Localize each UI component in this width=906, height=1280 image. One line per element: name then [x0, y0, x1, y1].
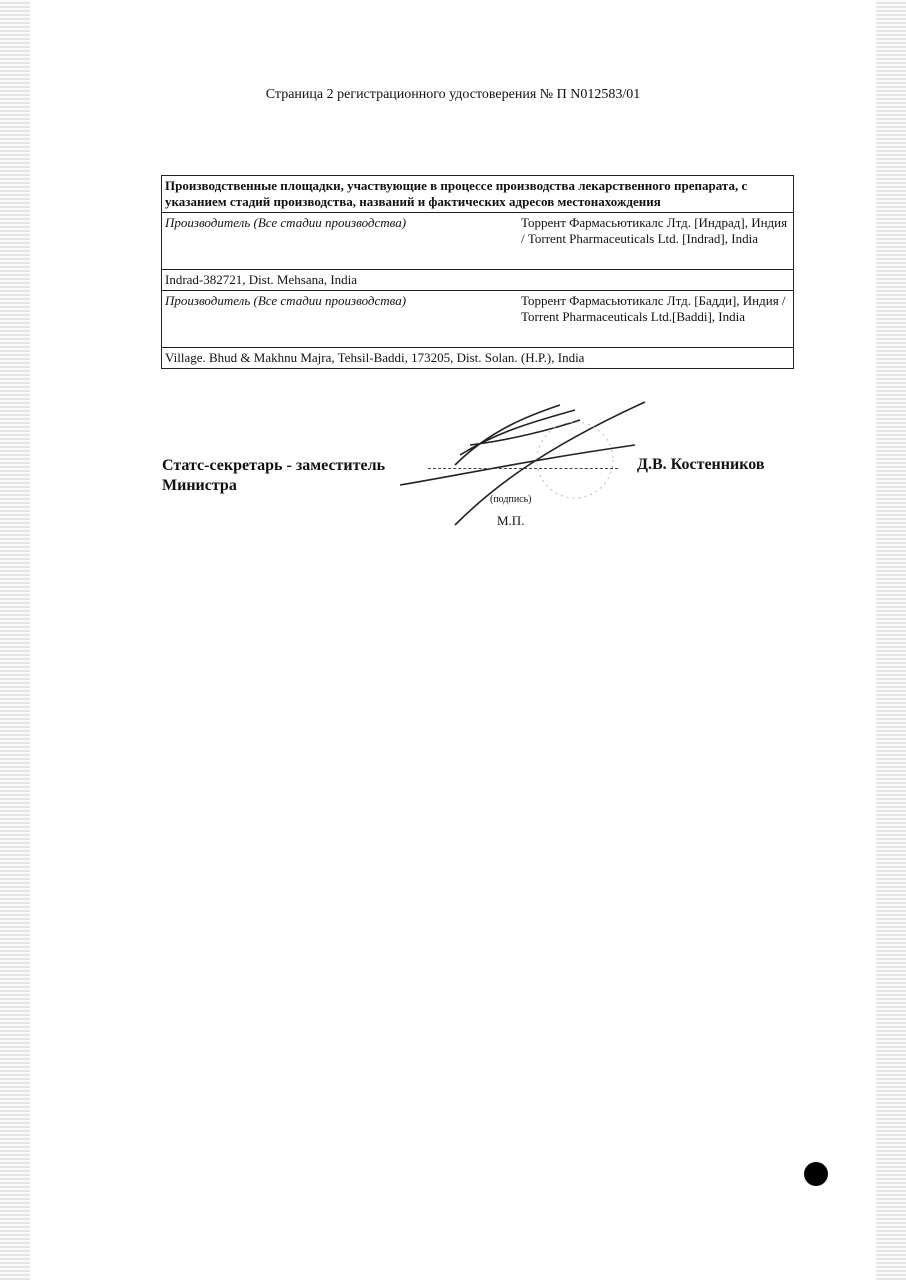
signature-line [428, 468, 618, 469]
signatory-name: Д.В. Костенников [637, 456, 765, 473]
table-row [162, 213, 794, 270]
site-role: Производитель (Все стадии производства) [162, 213, 519, 270]
site-name: Торрент Фармасьютикалс Лтд. [Индрад], Индия / Torrent Pharmaceuticals Ltd. [Indrad], India [518, 213, 794, 270]
signature-caption: (подпись) [490, 494, 532, 505]
table-row [162, 291, 794, 348]
signatory-title [162, 456, 385, 496]
handwritten-signature [400, 400, 660, 530]
scan-edge-right [876, 0, 906, 1280]
signatory-title-line2: Министра [162, 477, 237, 494]
production-sites-table [161, 175, 794, 369]
site-name: Торрент Фармасьютикалс Лтд. [Бадди], Индия / Torrent Pharmaceuticals Ltd.[Baddi], India [518, 291, 794, 348]
scan-edge-left [0, 0, 30, 1280]
stamp-placeholder: М.П. [497, 513, 525, 528]
site-address: Village. Bhud & Makhnu Majra, Tehsil-Baddi, 173205, Dist. Solan. (H.P.), India [162, 348, 794, 369]
page-header: Страница 2 регистрационного удостоверения № П N012583/01 [265, 87, 641, 102]
scan-punch-hole [804, 1162, 828, 1186]
site-role: Производитель (Все стадии производства) [162, 291, 519, 348]
table-heading: Производственные площадки, участвующие в процессе производства лекарственного препарата, с указанием стадий производства, названий и фактических адресов местонахождения [162, 176, 794, 213]
site-address: Indrad-382721, Dist. Mehsana, India [162, 270, 794, 291]
signatory-title-line1: Статс-секретарь - заместитель [162, 457, 386, 474]
